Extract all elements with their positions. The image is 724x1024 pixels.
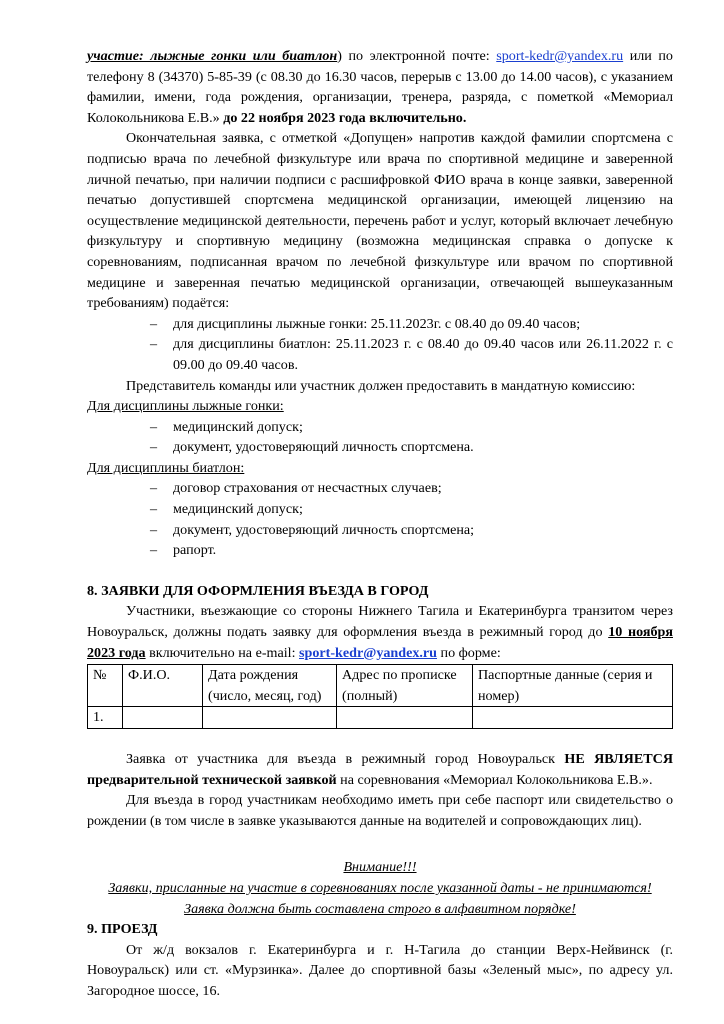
deadline-text: до 22 ноября 2023 года включительно. <box>223 109 467 126</box>
commission-paragraph: Представитель команды или участник должен предоставить в мандатную комиссию: <box>126 377 636 394</box>
entry-note-text: Заявка от участника для въезда в режимный город Новоуральск <box>126 751 565 767</box>
section-9-paragraph: От ж/д вокзалов г. Екатеринбурга и г. Н-Тагила до станции Верх-Нейвинск (г. Новоуральск) или ст. «Мурзинка». Далее до спортивной базы «Зеленый мыс», по адресу ул. Загородное шоссе, 16. <box>87 941 673 999</box>
entry-form-table <box>87 664 673 729</box>
table-header-cell: Ф.И.О. <box>123 665 203 707</box>
table-cell <box>337 707 473 729</box>
final-application-list <box>87 314 673 376</box>
intro-text: ) по электронной почте: <box>337 48 497 64</box>
entry-note-bold: НЕ ЯВЛЯЕТСЯ предварительной технической заявкой <box>87 751 674 788</box>
section-8-paragraph <box>87 601 673 663</box>
table-cell: 1. <box>88 707 123 729</box>
discipline-text: участие: лыжные гонки или биатлон <box>87 48 338 64</box>
list-item: – медицинский допуск; <box>87 417 673 438</box>
table-cell <box>203 707 337 729</box>
list-item: – медицинский допуск; <box>87 499 673 520</box>
email-link[interactable]: sport-kedr@yandex.ru <box>299 644 438 661</box>
entry-date: 10 ноября 2023 года <box>87 624 673 661</box>
document-page <box>87 46 673 1002</box>
ski-heading: Для дисциплины лыжные гонки: <box>87 398 284 415</box>
final-application-paragraph: Окончательная заявка, с отметкой «Допущен» напротив каждой фамилии спортсмена с подписью врача по лечебной физкультуре или врача по спортивной медицине и заверенной личной печатью, при наличии подписи с расшифровкой ФИО врача в конце заявки, заверенной печатью допустившей спортсмена медицинской организации, имеющей лицензию на осуществление медицинской деятельности, перечень работ и услуг, который включает лечебную физкультуру и спортивную медицину (возможна медицинская справка о допуске к соревнованиям, подписанная врачом по лечебной физкультуре или врачом по спортивной медицине и заверенная печатью медицинской организации, отвечающей вышеуказанным требованиям) подаётся: <box>87 130 673 312</box>
entry-note-text-2: на соревнования «Мемориал Колокольникова Е.В.». <box>336 771 653 788</box>
biathlon-heading: Для дисциплины биатлон: <box>87 459 245 476</box>
section-8-text-2: включительно на e-mail: <box>145 644 300 661</box>
attention-title: Внимание!!! <box>343 859 417 876</box>
table-header-cell: № <box>88 665 123 707</box>
intro-paragraph <box>87 46 673 128</box>
ski-list <box>87 417 673 458</box>
section-8-text-3: по форме: <box>437 644 501 661</box>
section-8-text: Участники, въезжающие со стороны Нижнего Тагила и Екатеринбурга транзитом через Новоуральск, должны подать заявку для оформления въезда в режимный город до <box>87 603 673 641</box>
passport-note-paragraph: Для въезда в город участникам необходимо иметь при себе паспорт или свидетельство о рождении (в том числе в заявке указываются данные на водителей и сопровождающих лиц). <box>87 792 673 829</box>
list-item: – документ, удостоверяющий личность спортсмена; <box>87 520 673 541</box>
list-item: – договор страхования от несчастных случаев; <box>87 478 673 499</box>
attention-line-2: Заявка должна быть составлена строго в алфавитном порядке! <box>184 900 576 917</box>
table-cell <box>123 707 203 729</box>
list-item: – рапорт. <box>87 540 673 561</box>
table-row <box>88 707 673 729</box>
table-header-cell: Адрес по прописке (полный) <box>337 665 473 707</box>
email-link[interactable]: sport-kedr@yandex.ru <box>496 48 624 64</box>
intro-text-2: или по телефону 8 (34370) 5-85-39 (с 08.30 до 16.30 часов, перерыв с 13.00 до 14.00 часов), с указанием фамилии, имени, года рождения, организации, тренера, разряда, с пометкой «Мемориал Колокольникова Е.В.» <box>87 48 673 126</box>
list-item: – для дисциплины биатлон: 25.11.2023 г. с 08.40 до 09.40 часов или 26.11.2022 г. с 09.00 до 09.40 часов. <box>87 334 673 375</box>
biathlon-list <box>87 478 673 560</box>
table-header-cell: Дата рождения (число, месяц, год) <box>203 665 337 707</box>
entry-note-paragraph <box>87 749 673 790</box>
table-header-row <box>88 665 673 707</box>
attention-line-1: Заявки, присланные на участие в соревнованиях после указанной даты - не принимаются! <box>108 879 652 896</box>
section-9-title: 9. ПРОЕЗД <box>87 921 158 938</box>
list-item: – для дисциплины лыжные гонки: 25.11.2023г. с 08.40 до 09.40 часов; <box>87 314 673 335</box>
section-8-title: 8. ЗАЯВКИ ДЛЯ ОФОРМЛЕНИЯ ВЪЕЗДА В ГОРОД <box>87 582 429 599</box>
table-cell <box>473 707 673 729</box>
table-header-cell: Паспортные данные (серия и номер) <box>473 665 673 707</box>
list-item: – документ, удостоверяющий личность спортсмена. <box>87 437 673 458</box>
